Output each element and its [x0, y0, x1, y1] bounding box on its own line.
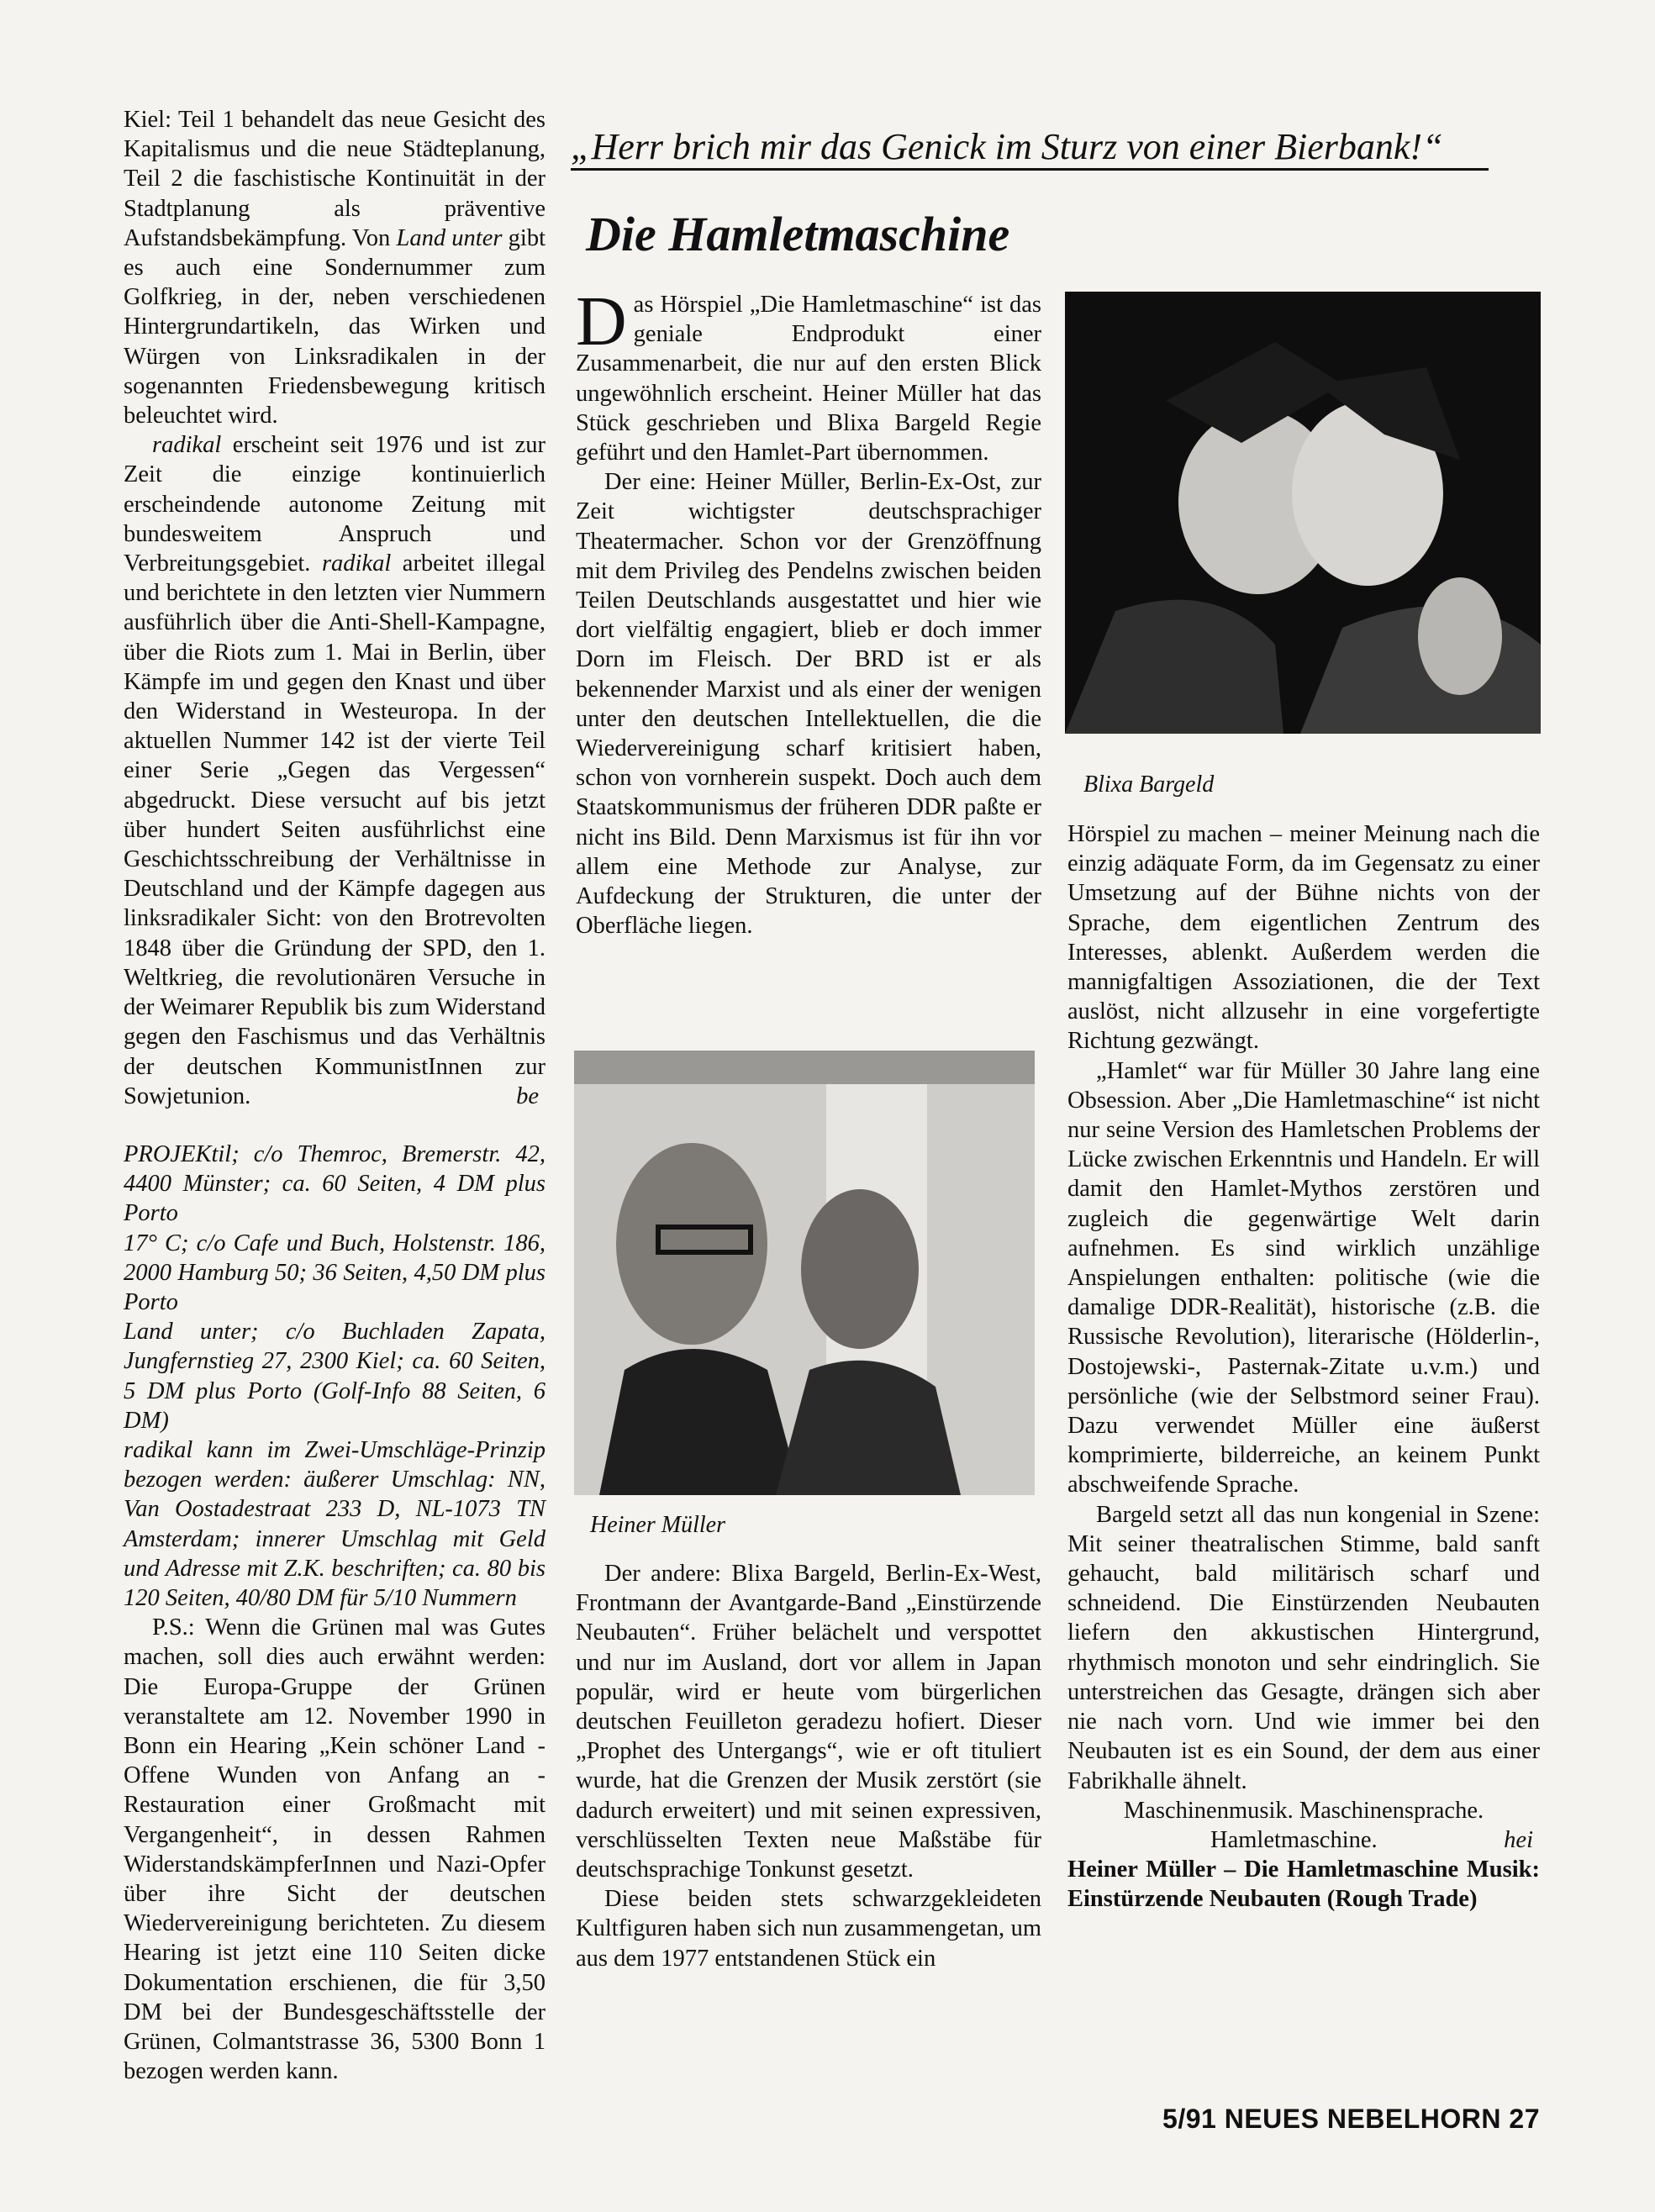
source-entry: 17° C; c/o Cafe und Buch, Holstenstr. 186, 2000 Hamburg 50; 36 Seiten, 4,50 DM plus Porto — [124, 1230, 546, 1315]
photo-caption: Heiner Müller — [590, 1512, 725, 1538]
article-title: Die Hamletmaschine — [586, 207, 1010, 261]
column-middle-lower — [576, 1559, 1041, 1973]
author-signature: be — [516, 1082, 539, 1109]
column-middle — [576, 282, 1041, 940]
page-footer: 5/91 NEUES NEBELHORN 27 — [1162, 2104, 1540, 2134]
paragraph: Bargeld setzt all das nun kongenial in Szene: Mit seiner theatralischen Stimme, bald sanft gehaucht, bald militärisch scharf und schneidend. Die Einstürzenden Neubauten liefern den akkustischen Hintergrund, rhythmisch monoton und sehr eindringlich. Sie unterstreichen das Gesagte, drängen sich aber nie nach vorn. Und wie immer bei den Neubauten ist es ein Sound, der dem aus einer Fabrikhalle ähnelt. — [1067, 1501, 1540, 1794]
photo-placeholder — [1065, 292, 1541, 734]
drop-cap: D — [576, 282, 627, 361]
article-headline: „Herr brich mir das Genick im Sturz von einer Bierbank!“ — [571, 126, 1489, 171]
photo-placeholder — [574, 1051, 1035, 1495]
paragraph: Das Hörspiel „Die Hamletmaschine“ ist das geniale Endprodukt einer Zusammenarbeit, die nur auf den ersten Blick ungewöhnlich erscheint. Heiner Müller hat das Stück geschrieben und Blixa Bargeld Regie geführt und den Hamlet-Part übernommen. — [576, 282, 1041, 466]
source-entry: radikal kann im Zwei-Umschläge-Prinzip bezogen werden: äußerer Umschlag: NN, Van Oostadestraat 233 D, NL-1073 TN Amsterdam; innerer Umschlag mit Geld und Adresse mit Z.K. beschriften; ca. 80 bis 120 Seiten, 40/80 DM für 5/10 Nummern — [124, 1436, 546, 1611]
paragraph: Hörspiel zu machen – meiner Meinung nach die einzig adäquate Form, da im Gegensatz zu einer Umsetzung auf der Bühne nichts von der Sprache, dem eigentlichen Zentrum des Interesses, ablenkt. Außerdem werden die mannigfaltigen Assoziationen, die der Text auslöst, nicht allzusehr in eine vorgefertigte Richtung gezwängt. — [1067, 821, 1540, 1055]
album-credits: Heiner Müller – Die Hamletmaschine Musik: Einstürzende Neubauten (Rough Trade) — [1067, 1856, 1540, 1913]
source-list — [124, 1140, 546, 1613]
paragraph: Kiel: Teil 1 behandelt das neue Gesicht des Kapitalismus und die neue Städteplanung, Teil 2 die faschistische Kontinuität in der Stadtplanung als präventive Aufstandsbekämpfung. Von Land unter gibt es auch eine Sondernummer zum Golfkrieg, in der, neben verschiedenen Hintergrundartikeln, das Wirken und Würgen von Linksradikalen in der sogenannten Friedensbewegung kritisch beleuchtet wird. — [124, 107, 546, 429]
column-left — [124, 105, 546, 2086]
photo-caption: Blixa Bargeld — [1083, 772, 1215, 798]
paragraph: radikal erscheint seit 1976 und ist zur Zeit die einzige kontinuierlich erscheindende autonome Zeitung mit bundesweitem Anspruch und Verbreitungsgebiet. radikal arbeitet illegal und berichtete in den letzten vier Nummern ausführlich über die Anti-Shell-Kampagne, über die Riots zum 1. Mai in Berlin, über Kämpfe im und gegen den Knast und über den Widerstand in Westeuropa. In der aktuellen Nummer 142 ist der vierte Teil einer Serie „Gegen das Vergessen“ abgedruckt. Diese versucht auf bis jetzt über hundert Seiten ausführlichst eine Geschichtsschreibung der Verhältnisse in Deutschland und der Kämpfe dagegen aus linksradikaler Sicht: von den Brotrevolten 1848 über die Gründung der SPD, den 1. Weltkrieg, die revolutionären Versuche in der Weimarer Republik bis zum Widerstand gegen den Faschismus und das Verhältnis der deutschen KommunistInnen zur Sowjetunion. be — [124, 430, 546, 1111]
source-entry: Land unter; c/o Buchladen Zapata, Jungfernstieg 27, 2300 Kiel; ca. 60 Seiten, 5 DM plus Porto (Golf-Info 88 Seiten, 6 DM) — [124, 1319, 546, 1434]
closing-line: Hamletmaschine. hei — [1067, 1825, 1540, 1855]
paragraph: „Hamlet“ war für Müller 30 Jahre lang eine Obsession. Aber „Die Hamletmaschine“ ist nicht nur seine Version des Hamletschen Problems der Lücke zwischen Erkenntnis und Handeln. Er will damit den Hamlet-Mythos zerstören und zugleich die gegenwärtige Welt darin aufnehmen. Es sind wirklich unzählige Anspielungen enthalten: politische (wie die damalige DDR-Realität), historische (z.B. die Russische Revolution), literarische (Hölderlin-, Dostojewski-, Pasternak-Zitate u.v.m.) und persönliche (wie der Selbstmord seiner Frau). Dazu verwendet Müller eine äußerst komprimierte, bilderreiche, an keinem Punkt abschweifende Sprache. — [1067, 1057, 1540, 1498]
paragraph: Der eine: Heiner Müller, Berlin-Ex-Ost, zur Zeit wichtigster deutschsprachiger Theatermacher. Schon vor der Grenzöffnung mit dem Privileg des Pendelns zwischen beiden Teilen Deutschlands ausgestattet und hier wie dort vielfältig engagiert, blieb er doch immer Dorn im Fleisch. Der BRD ist er als bekennender Marxist und als einer der wenigen unter den deutschen Intellektuellen, die die Wiedervereinigung scharf kritisiert haben, schon von vornherein suspekt. Doch auch dem Staatskommunismus der früheren DDR paßte er nicht ins Bild. Denn Marxismus ist für ihn vor allem eine Methode zur Analyse, zur Aufdeckung der Strukturen, die unter der Oberfläche liegen. — [576, 469, 1041, 940]
column-right — [1067, 819, 1540, 1914]
paragraph: Der andere: Blixa Bargeld, Berlin-Ex-West, Frontmann der Avantgarde-Band „Einstürzende Neubauten“. Früher belächelt und verspottet und nur im Ausland, dort vor allem in Japan populär, wird er heute vom bürgerlichen deutschen Feuilleton geradezu hofiert. Dieser „Prophet des Untergangs“, wie er oft tituliert wurde, hat die Grenzen der Musik zerstört (sie dadurch erweitert) und mit seinen expressiven, verschlüsselten Texten neue Maßstäbe für deutschsprachige Tonkunst gesetzt. — [576, 1561, 1041, 1883]
photo-blixa-bargeld — [1065, 292, 1541, 734]
photo-heiner-mueller — [574, 1051, 1035, 1495]
paragraph: Diese beiden stets schwarzgekleideten Kultfiguren haben sich nun zusammengetan, um aus dem 1977 entstandenen Stück ein — [576, 1886, 1041, 1972]
closing-line: Maschinenmusik. Maschinensprache. — [1123, 1797, 1484, 1824]
author-signature: hei — [1504, 1826, 1533, 1853]
postscript: P.S.: Wenn die Grünen mal was Gutes machen, soll dies auch erwähnt werden: Die Europa-Gruppe der Grünen veranstaltete am 12. November 1990 in Bonn ein Hearing „Kein schöner Land - Offene Wunden von Anfang an - Restauration einer Großmacht mit Vergangenheit“, in dessen Rahmen WiderstandskämpferInnen und Nazi-Opfer über ihre Sicht der deutschen Wiedervereinigung berichteten. Zu diesem Hearing ist jetzt eine 110 Seiten dicke Dokumentation erschienen, die für 3,50 DM bei der Bundesgeschäftsstelle der Grünen, Colmantstrasse 36, 5300 Bonn 1 bezogen werden kann. — [124, 1614, 546, 2085]
source-entry: PROJEKtil; c/o Themroc, Bremerstr. 42, 4400 Münster; ca. 60 Seiten, 4 DM plus Porto — [124, 1140, 546, 1227]
